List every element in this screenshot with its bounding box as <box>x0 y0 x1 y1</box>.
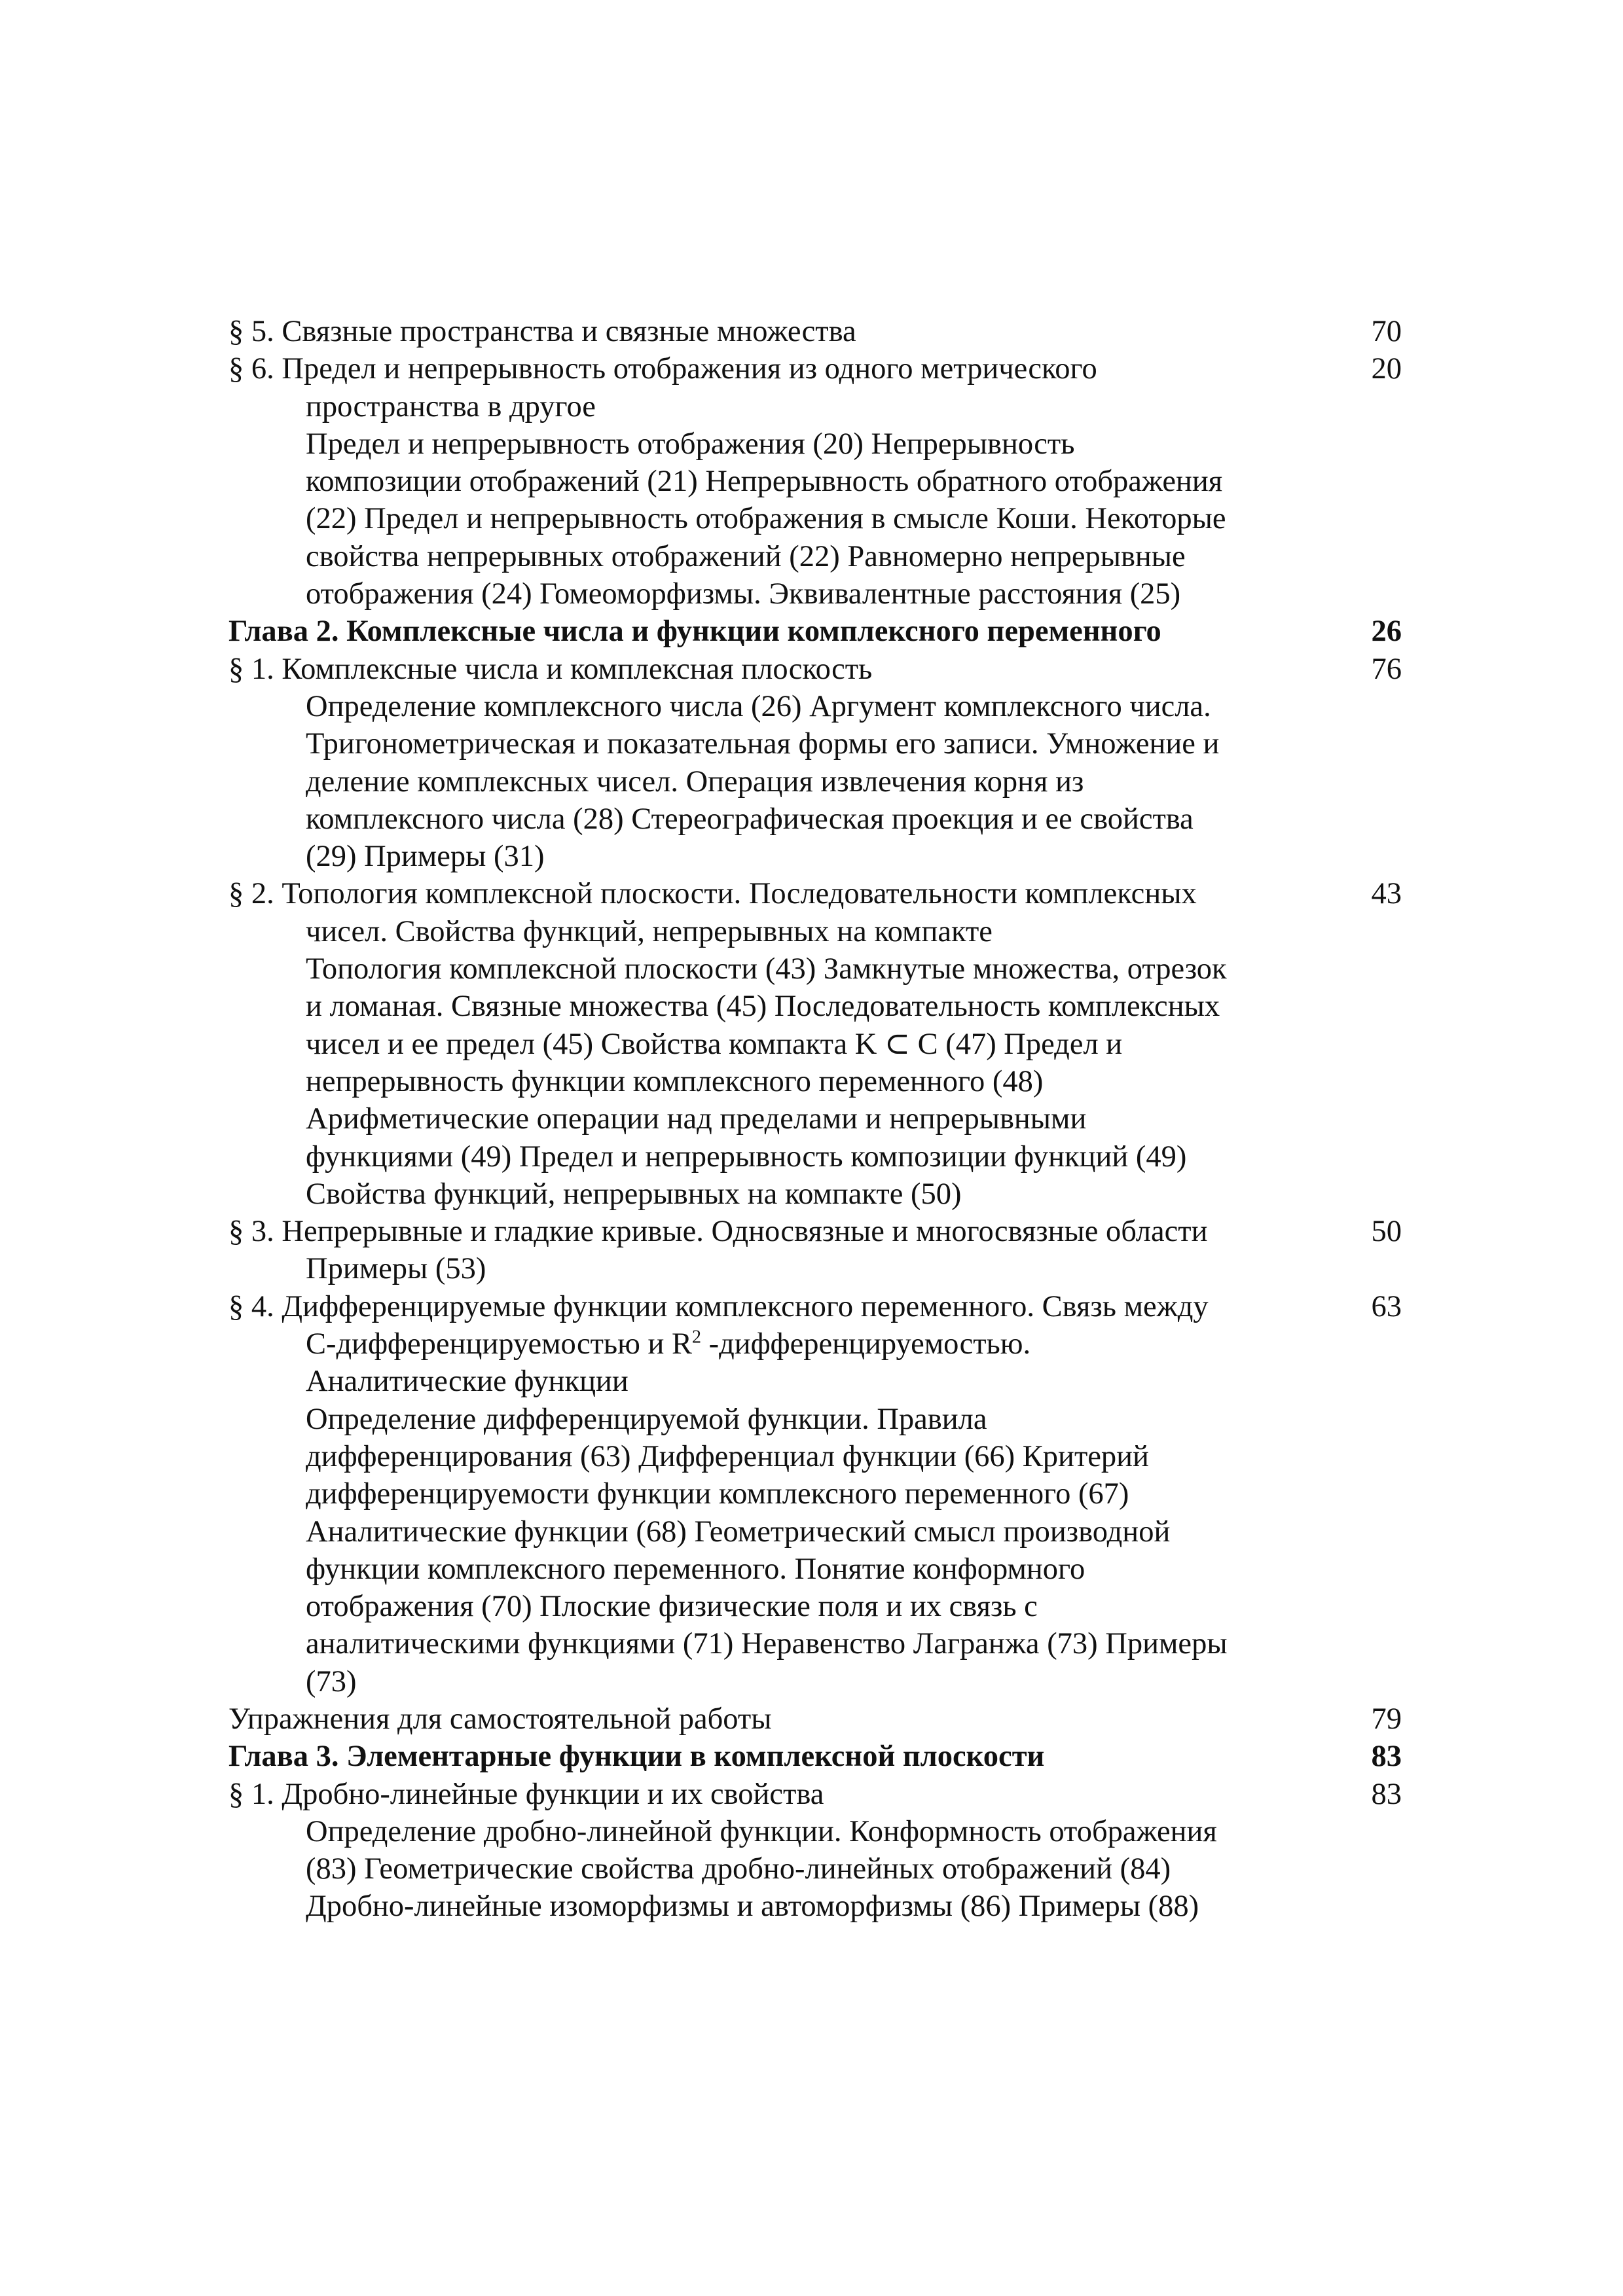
toc-description-line: отображения (70) Плоские физические поля и их связь с <box>306 1590 1038 1624</box>
toc-entry-title: § 3. Непрерывные и гладкие кривые. Односвязные и многосвязные области <box>228 1215 1208 1249</box>
chapter-title: Глава 2. Комплексные числа и функции комплексного переменного <box>228 615 1161 649</box>
toc-entry-page: 79 <box>1371 1702 1402 1736</box>
toc-chapter-3 <box>228 1738 1402 1775</box>
toc-entry-page: 50 <box>1371 1215 1402 1249</box>
toc-description-line: и ломаная. Связные множества (45) Последовательность комплексных <box>306 990 1220 1024</box>
toc-entry-ch2-s4 <box>228 1288 1402 1325</box>
toc-description-line: Определение дифференцируемой функции. Правила <box>306 1402 987 1436</box>
toc-entry-title: § 5. Связные пространства и связные множества <box>228 315 856 348</box>
chapter-page: 26 <box>1371 615 1402 649</box>
toc-entry-page: 20 <box>1371 352 1402 386</box>
toc-entry-title-continuation <box>228 1325 1310 1363</box>
toc-description-line: (73) <box>306 1664 357 1698</box>
toc-description-line: дифференцируемости функции комплексного переменного (67) <box>306 1477 1129 1511</box>
toc-description-line: свойства непрерывных отображений (22) Равномерно непрерывные <box>306 539 1186 573</box>
toc-description-line: Определение дробно-линейной функции. Конформность отображения <box>306 1814 1217 1848</box>
toc-description-line: (29) Примеры (31) <box>306 840 545 874</box>
toc-entry-title: § 2. Топология комплексной плоскости. Последовательности комплексных <box>228 877 1197 911</box>
toc-entry-page: 63 <box>1371 1289 1402 1323</box>
toc-entry-page: 70 <box>1371 315 1402 348</box>
toc-entry-ch2-s3 <box>228 1213 1402 1250</box>
toc-description-line: Предел и непрерывность отображения (20) Непрерывность <box>306 427 1075 461</box>
toc-entry-title-continuation: Аналитические функции <box>306 1365 629 1399</box>
toc-entry-s5 <box>228 313 1402 350</box>
toc-description-line: непрерывность функции комплексного переменного (48) <box>306 1064 1044 1098</box>
toc-entry-title-continuation: чисел. Свойства функций, непрерывных на компакте <box>306 914 993 948</box>
title-text: -дифференцируемостью. <box>701 1327 1031 1361</box>
toc-description-line: Топология комплексной плоскости (43) Замкнутые множества, отрезок <box>306 952 1227 986</box>
toc-description-line: Аналитические функции (68) Геометрический смысл производной <box>306 1515 1171 1549</box>
toc-description-line: Дробно-линейные изоморфизмы и автоморфизмы (86) Примеры (88) <box>306 1890 1199 1924</box>
toc-description-line: комплексного числа (28) Стереографическая проекция и ее свойства <box>306 802 1194 836</box>
toc-description-line: деление комплексных чисел. Операция извлечения корня из <box>306 764 1084 798</box>
toc-description-line: отображения (24) Гомеоморфизмы. Эквивалентные расстояния (25) <box>306 577 1181 611</box>
toc-entry-page: 83 <box>1371 1777 1402 1811</box>
toc-entry-page: 43 <box>1371 877 1402 911</box>
toc-description-line: (22) Предел и непрерывность отображения в смысле Коши. Некоторые <box>306 502 1226 536</box>
toc-entry-title: § 6. Предел и непрерывность отображения из одного метрического <box>228 352 1097 386</box>
toc-description-line: (83) Геометрические свойства дробно-линейных отображений (84) <box>306 1852 1171 1886</box>
toc-entry-title: § 1. Комплексные числа и комплексная плоскость <box>228 652 873 686</box>
toc-description-line: Свойства функций, непрерывных на компакте (50) <box>306 1177 962 1211</box>
chapter-page: 83 <box>1371 1740 1402 1774</box>
toc-entry-page: 76 <box>1371 652 1402 686</box>
toc-entry-title-continuation: пространства в другое <box>306 389 596 423</box>
toc-description-line: дифференцирования (63) Дифференциал функции (66) Критерий <box>306 1439 1149 1473</box>
toc-entry-title: § 1. Дробно-линейные функции и их свойства <box>228 1777 824 1811</box>
toc-entry-title: § 4. Дифференцируемые функции комплексного переменного. Связь между <box>228 1289 1209 1323</box>
toc-description-line: Тригонометрическая и показательная формы его записи. Умножение и <box>306 727 1220 761</box>
toc-description-line: функции комплексного переменного. Понятие конформного <box>306 1552 1085 1586</box>
toc-description-line: Примеры (53) <box>306 1252 486 1286</box>
toc-entry-exercises <box>228 1700 1402 1738</box>
toc-entry-ch2-s1 <box>228 651 1402 688</box>
chapter-title: Глава 3. Элементарные функции в комплексной плоскости <box>228 1740 1045 1774</box>
toc-entry-ch3-s1 <box>228 1776 1402 1813</box>
toc-description-line: композиции отображений (21) Непрерывность обратного отображения <box>306 465 1223 499</box>
toc-chapter-2 <box>228 613 1402 650</box>
toc-entry-title: Упражнения для самостоятельной работы <box>228 1702 772 1736</box>
toc-description-line: аналитическими функциями (71) Неравенство Лагранжа (73) Примеры <box>306 1627 1228 1661</box>
table-of-contents <box>228 313 1402 1926</box>
toc-entry-ch2-s2 <box>228 875 1402 912</box>
toc-description-line: Арифметические операции над пределами и непрерывными <box>306 1102 1087 1136</box>
toc-description-line: Определение комплексного числа (26) Аргумент комплексного числа. <box>306 689 1211 723</box>
title-text: C-дифференцируемостью и R <box>306 1327 693 1361</box>
toc-description-line: функциями (49) Предел и непрерывность композиции функций (49) <box>306 1139 1187 1174</box>
toc-entry-s6 <box>228 350 1402 387</box>
superscript: 2 <box>692 1327 702 1348</box>
toc-description-line: чисел и ее предел (45) Свойства компакта K ⊂ C (47) Предел и <box>306 1027 1123 1061</box>
